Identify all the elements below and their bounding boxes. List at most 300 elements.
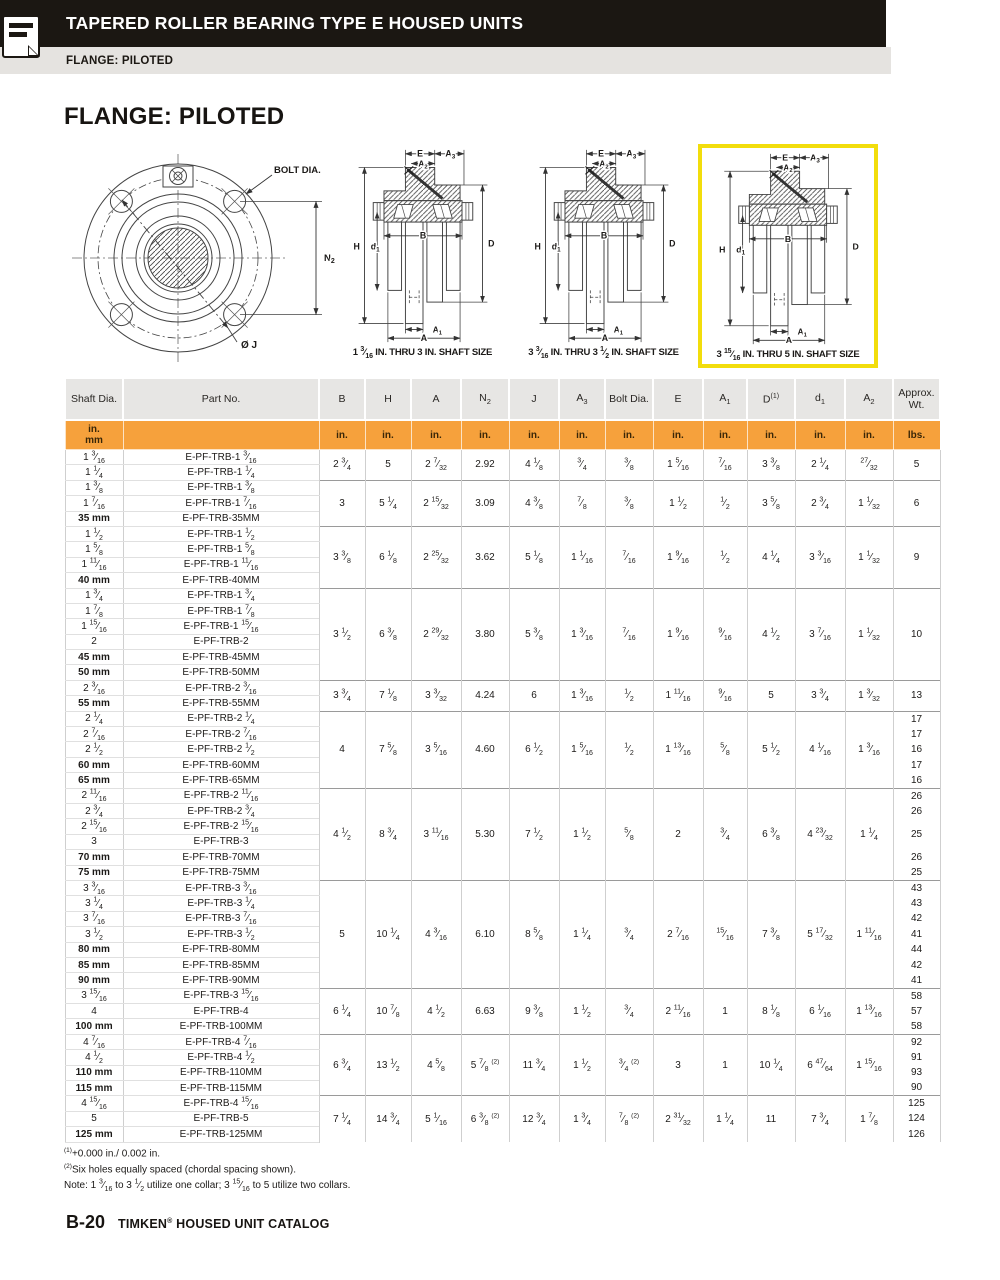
page-title: FLANGE: PILOTED [64, 103, 285, 130]
banner-title: TAPERED ROLLER BEARING TYPE E HOUSED UNITS [66, 13, 524, 33]
dimension-cell: 7 $^3⁄_8$ [747, 880, 795, 988]
drawing-caption-1: 1 $^3⁄_{16}$ IN. THRU 3 IN. SHAFT SIZE [352, 345, 493, 360]
shaft-dia-cell: 75 mm [65, 865, 123, 880]
part-no-cell: E-PF-TRB-1 $^7⁄_{16}$ [123, 496, 319, 511]
column-header-d-1-: $D^{(1)}$ [747, 378, 795, 420]
dimension-cell: 4 $^5⁄_8$ [411, 1034, 461, 1096]
dimension-cell: 7 $^1⁄_4$ [319, 1096, 365, 1142]
unit-cell-shaft: in. mm [65, 420, 123, 450]
table-row [65, 480, 940, 495]
weight-cell: 6 [893, 480, 940, 526]
shaft-dia-cell: 4 $^7⁄_{16}$ [65, 1034, 123, 1049]
weight-cell: 26 [893, 850, 940, 865]
part-no-cell: E-PF-TRB-45MM [123, 650, 319, 665]
svg-text:d1: $d_1$ [370, 241, 380, 254]
dimension-cell: $^7⁄_{16}$ [605, 526, 653, 588]
dimension-cell: 7 $^1⁄_2$ [509, 788, 559, 880]
part-no-cell: E-PF-TRB-80MM [123, 942, 319, 957]
dimension-cell: 4 $^1⁄_2$ [319, 788, 365, 880]
table-row [65, 450, 940, 465]
part-no-cell: E-PF-TRB-4 $^{15}⁄_{16}$ [123, 1096, 319, 1111]
dimension-cell: 2 $^1⁄_4$ [795, 450, 845, 481]
dimension-cell: 4 $^1⁄_8$ [509, 450, 559, 481]
unit-cell-lbs: lbs. [893, 420, 940, 450]
dimension-cell: 1 $^3⁄_{16}$ [845, 711, 893, 788]
part-no-cell: E-PF-TRB-5 [123, 1111, 319, 1126]
shaft-dia-cell: 3 $^{15}⁄_{16}$ [65, 988, 123, 1003]
dimension-cell: 5 $^1⁄_2$ [747, 711, 795, 788]
svg-text:E: E [782, 152, 789, 163]
shaft-dia-cell: 1 $^1⁄_4$ [65, 465, 123, 480]
dimension-cell: $^1⁄_2$ [703, 526, 747, 588]
shaft-dia-cell: 125 mm [65, 1127, 123, 1142]
svg-text:A2: $A_2$ [417, 158, 428, 171]
dimension-cell: $^7⁄_{16}$ [605, 588, 653, 680]
part-no-cell: E-PF-TRB-2 $^3⁄_4$ [123, 803, 319, 818]
weight-cell: 43 [893, 880, 940, 895]
shaft-dia-cell: 35 mm [65, 511, 123, 526]
dimension-cell: 1 $^{11}⁄_{16}$ [653, 680, 703, 711]
shaft-dia-cell: 5 [65, 1111, 123, 1126]
dimension-cell: $^5⁄_8$ [703, 711, 747, 788]
part-no-cell: E-PF-TRB-55MM [123, 696, 319, 711]
dimension-cell: 8 $^3⁄_4$ [365, 788, 411, 880]
svg-text:H: H [719, 244, 726, 255]
dimension-cell: $^1⁄_2$ [605, 711, 653, 788]
dimension-cell: 6 $^1⁄_{16}$ [795, 988, 845, 1034]
dimension-cell: 3 [653, 1034, 703, 1096]
unit-cell-in: in. [605, 420, 653, 450]
dimension-cell: 6 $^3⁄_4$ [319, 1034, 365, 1096]
shaft-dia-cell: 110 mm [65, 1065, 123, 1080]
column-header-a1: $A_1$ [703, 378, 747, 420]
part-no-cell: E-PF-TRB-35MM [123, 511, 319, 526]
dimension-cell: $^{27}⁄_{32}$ [845, 450, 893, 481]
unit-cell-in: in. [653, 420, 703, 450]
svg-text:A3: $A_3$ [810, 152, 820, 165]
part-no-cell: E-PF-TRB-65MM [123, 773, 319, 788]
table-row [65, 788, 940, 803]
shaft-dia-cell: 1 $^7⁄_8$ [65, 603, 123, 618]
weight-cell: 42 [893, 911, 940, 926]
part-no-cell: E-PF-TRB-2 [123, 634, 319, 649]
dimension-cell: 5 $^3⁄_8$ [509, 588, 559, 680]
dimension-cell: 3.80 [461, 588, 509, 680]
dimension-cell: 3 $^{11}⁄_{16}$ [411, 788, 461, 880]
dimension-cell: 1 $^1⁄_{16}$ [559, 526, 605, 588]
column-header-e: E [653, 378, 703, 420]
shaft-dia-cell: 2 [65, 634, 123, 649]
part-no-cell: E-PF-TRB-4 $^7⁄_{16}$ [123, 1034, 319, 1049]
footnote-1: $^{(1)}$+0.000 in./ 0.002 in. [64, 1147, 161, 1160]
dimension-cell: 6.63 [461, 988, 509, 1034]
dimension-cell: 10 $^1⁄_4$ [365, 880, 411, 988]
page-footer [66, 1212, 330, 1233]
dimension-cell: 5 $^{17}⁄_{32}$ [795, 880, 845, 988]
dimension-cell: $^9⁄_{16}$ [703, 588, 747, 680]
table-row [65, 588, 940, 603]
shaft-dia-cell: 1 $^{11}⁄_{16}$ [65, 557, 123, 572]
part-no-cell: E-PF-TRB-3 $^1⁄_2$ [123, 927, 319, 942]
table-body [65, 450, 940, 1143]
dimension-cell: 2 $^7⁄_{16}$ [653, 880, 703, 988]
part-no-cell: E-PF-TRB-1 $^1⁄_2$ [123, 526, 319, 541]
dimension-cell: 2 $^{25}⁄_{32}$ [411, 526, 461, 588]
dimension-cell: 3 $^7⁄_{16}$ [795, 588, 845, 680]
shaft-dia-cell: 1 $^1⁄_2$ [65, 526, 123, 541]
dimension-cell: 5 [365, 450, 411, 481]
part-no-cell: E-PF-TRB-3 [123, 834, 319, 849]
column-header-a: A [411, 378, 461, 420]
svg-text:d1: $d_1$ [551, 241, 561, 254]
footnote-2: $^{(2)}$Six holes equally spaced (chordal spacing shown). [64, 1162, 296, 1176]
table-row [65, 711, 940, 726]
part-no-cell: E-PF-TRB-60MM [123, 757, 319, 772]
dimension-cell: 12 $^3⁄_4$ [509, 1096, 559, 1142]
section-drawing-3-highlighted [698, 144, 878, 368]
column-header-shaft-dia-: Shaft Dia. [65, 378, 123, 420]
table-row [65, 1034, 940, 1049]
dimension-cell: 4 $^1⁄_{16}$ [795, 711, 845, 788]
shaft-dia-cell: 1 $^3⁄_4$ [65, 588, 123, 603]
column-header-h: H [365, 378, 411, 420]
unit-cell-in: in. [319, 420, 365, 450]
shaft-dia-cell: 45 mm [65, 650, 123, 665]
svg-text:A3: $A_3$ [625, 148, 636, 161]
column-header-d1: $d_1$ [795, 378, 845, 420]
weight-cell: 5 [893, 450, 940, 481]
shaft-dia-cell: 1 $^5⁄_8$ [65, 542, 123, 557]
shaft-dia-cell: 90 mm [65, 973, 123, 988]
dimension-cell: $^3⁄_4$ [605, 988, 653, 1034]
dimension-cell: $^1⁄_2$ [605, 680, 653, 711]
svg-text:A: A [785, 335, 793, 346]
dimension-cell: 4 $^1⁄_4$ [747, 526, 795, 588]
svg-text:H: H [533, 241, 541, 252]
dimension-cell: 1 $^1⁄_{32}$ [845, 526, 893, 588]
dimension-cell: 3 [319, 480, 365, 526]
dimension-cell: 2 $^{11}⁄_{16}$ [653, 988, 703, 1034]
weight-cell: 16 [893, 773, 940, 788]
part-no-cell: E-PF-TRB-1 $^3⁄_{16}$ [123, 450, 319, 465]
weight-cell: 17 [893, 711, 940, 726]
dimension-cell: 8 $^1⁄_8$ [747, 988, 795, 1034]
part-no-cell: E-PF-TRB-2 $^{11}⁄_{16}$ [123, 788, 319, 803]
weight-cell: 125 [893, 1096, 940, 1111]
column-header-a3: $A_3$ [559, 378, 605, 420]
dimension-cell: 4 [319, 711, 365, 788]
dimension-cell: 11 [747, 1096, 795, 1142]
dimension-cell: $^7⁄_8$ [559, 480, 605, 526]
table-row [65, 680, 940, 695]
svg-text:BOLT DIA.: BOLT DIA. [274, 165, 321, 176]
weight-cell: 126 [893, 1127, 940, 1142]
shaft-dia-cell: 3 $^1⁄_4$ [65, 896, 123, 911]
part-no-cell: E-PF-TRB-1 $^{11}⁄_{16}$ [123, 557, 319, 572]
shaft-dia-cell: 4 $^{15}⁄_{16}$ [65, 1096, 123, 1111]
dimension-cell: 6 $^1⁄_2$ [509, 711, 559, 788]
dimension-cell: 4 $^1⁄_2$ [747, 588, 795, 680]
part-no-cell: E-PF-TRB-110MM [123, 1065, 319, 1080]
weight-cell: 17 [893, 757, 940, 772]
part-no-cell: E-PF-TRB-3 $^{15}⁄_{16}$ [123, 988, 319, 1003]
part-no-cell: E-PF-TRB-1 $^{15}⁄_{16}$ [123, 619, 319, 634]
svg-text:A: A [601, 333, 608, 344]
shaft-dia-cell: 115 mm [65, 1081, 123, 1096]
dimension-cell: 3 $^5⁄_8$ [747, 480, 795, 526]
part-no-cell: E-PF-TRB-90MM [123, 973, 319, 988]
dimension-cell: 1 $^3⁄_4$ [559, 1096, 605, 1142]
dimension-cell: 1 $^9⁄_{16}$ [653, 526, 703, 588]
dimension-cell: 7 $^1⁄_8$ [365, 680, 411, 711]
table-row [65, 988, 940, 1003]
dimension-cell: 8 $^5⁄_8$ [509, 880, 559, 988]
weight-cell: 43 [893, 896, 940, 911]
shaft-dia-cell: 1 $^7⁄_{16}$ [65, 496, 123, 511]
dimension-cell: $^3⁄_4$ [605, 880, 653, 988]
dimension-cell: 5 $^7⁄_8$ $^{(2)}$ [461, 1034, 509, 1096]
shaft-dia-cell: 3 $^1⁄_2$ [65, 927, 123, 942]
part-no-cell: E-PF-TRB-3 $^1⁄_4$ [123, 896, 319, 911]
dimension-cell: 5 $^1⁄_4$ [365, 480, 411, 526]
shaft-dia-cell: 2 $^3⁄_{16}$ [65, 680, 123, 695]
shaft-dia-cell: 2 $^{11}⁄_{16}$ [65, 788, 123, 803]
weight-cell: 58 [893, 1019, 940, 1034]
shaft-dia-cell: 3 $^7⁄_{16}$ [65, 911, 123, 926]
dimension-cell: 3 $^1⁄_2$ [319, 588, 365, 680]
shaft-dia-cell: 40 mm [65, 573, 123, 588]
part-no-cell: E-PF-TRB-4 [123, 1004, 319, 1019]
dimension-cell: 1 $^{15}⁄_{16}$ [845, 1034, 893, 1096]
part-no-cell: E-PF-TRB-75MM [123, 865, 319, 880]
dimension-cell: 11 $^3⁄_4$ [509, 1034, 559, 1096]
weight-cell: 17 [893, 727, 940, 742]
dimension-cell: 5 $^1⁄_8$ [509, 526, 559, 588]
part-no-cell: E-PF-TRB-3 $^7⁄_{16}$ [123, 911, 319, 926]
svg-text:A: A [420, 333, 427, 344]
unit-cell-blank [123, 420, 319, 450]
shaft-dia-cell: 50 mm [65, 665, 123, 680]
dimension-cell: $^7⁄_8$ $^{(2)}$ [605, 1096, 653, 1142]
weight-cell: 26 [893, 788, 940, 803]
dimension-cell: 3 $^3⁄_4$ [319, 680, 365, 711]
dimension-cell: $^9⁄_{16}$ [703, 680, 747, 711]
dimension-cell: 3 $^3⁄_8$ [747, 450, 795, 481]
unit-cell-in: in. [703, 420, 747, 450]
section-drawing-1 [340, 146, 505, 358]
drawing-caption-3: 3 $^{15}⁄_{16}$ IN. THRU 5 IN. SHAFT SIZE [716, 347, 860, 362]
dimension-cell: 2.92 [461, 450, 509, 481]
shaft-dia-cell: 2 $^1⁄_4$ [65, 711, 123, 726]
part-no-cell: E-PF-TRB-1 $^7⁄_8$ [123, 603, 319, 618]
svg-text:B: B [600, 230, 607, 241]
dimension-cell: 9 $^3⁄_8$ [509, 988, 559, 1034]
dimension-cell: $^5⁄_8$ [605, 788, 653, 880]
part-no-cell: E-PF-TRB-100MM [123, 1019, 319, 1034]
top-banner [0, 0, 886, 47]
shaft-dia-cell: 1 $^{15}⁄_{16}$ [65, 619, 123, 634]
dimension-cell: 10 $^7⁄_8$ [365, 988, 411, 1034]
shaft-dia-cell: 55 mm [65, 696, 123, 711]
dimension-cell: $^7⁄_{16}$ [703, 450, 747, 481]
unit-cell-in: in. [747, 420, 795, 450]
shaft-dia-cell: 1 $^3⁄_{16}$ [65, 450, 123, 465]
weight-cell: 25 [893, 819, 940, 850]
column-header-j: J [509, 378, 559, 420]
dimension-cell: 7 $^5⁄_8$ [365, 711, 411, 788]
shaft-dia-cell: 2 $^7⁄_{16}$ [65, 727, 123, 742]
table-row [65, 1096, 940, 1111]
dimension-cell: 2 [653, 788, 703, 880]
dimension-cell: $^3⁄_4$ [703, 788, 747, 880]
part-no-cell: E-PF-TRB-3 $^3⁄_{16}$ [123, 880, 319, 895]
column-header-bolt-dia-: Bolt Dia. [605, 378, 653, 420]
svg-text:D: D [668, 238, 675, 249]
dimension-cell: 2 $^{15}⁄_{32}$ [411, 480, 461, 526]
dimension-cell: $^3⁄_4$ [559, 450, 605, 481]
svg-text:B: B [784, 233, 792, 244]
dimension-cell: 1 [703, 988, 747, 1034]
dimension-cell: 2 $^3⁄_4$ [795, 480, 845, 526]
dimension-cell: 1 $^1⁄_2$ [559, 988, 605, 1034]
dimension-cell: 5.30 [461, 788, 509, 880]
unit-cell-in: in. [365, 420, 411, 450]
unit-cell-in: in. [411, 420, 461, 450]
shaft-dia-cell: 60 mm [65, 757, 123, 772]
unit-cell-in: in. [509, 420, 559, 450]
svg-text:B: B [419, 230, 426, 241]
unit-cell-in: in. [845, 420, 893, 450]
dimension-cell: 2 $^3⁄_4$ [319, 450, 365, 481]
weight-cell: 92 [893, 1034, 940, 1049]
section-drawing-2 [516, 146, 691, 358]
shaft-dia-cell: 2 $^3⁄_4$ [65, 803, 123, 818]
weight-cell: 57 [893, 1004, 940, 1019]
dimension-cell: 1 $^3⁄_{32}$ [845, 680, 893, 711]
unit-cell-in: in. [461, 420, 509, 450]
dimension-cell: 4 $^1⁄_2$ [411, 988, 461, 1034]
weight-cell: 42 [893, 957, 940, 972]
shaft-dia-cell: 2 $^1⁄_2$ [65, 742, 123, 757]
dimension-cell: 1 $^1⁄_4$ [559, 880, 605, 988]
shaft-dia-cell: 4 [65, 1004, 123, 1019]
weight-cell: 93 [893, 1065, 940, 1080]
unit-cell-in: in. [559, 420, 605, 450]
dimension-cell: $^3⁄_8$ [605, 480, 653, 526]
dimension-cell: 6 $^1⁄_8$ [365, 526, 411, 588]
dimension-cell: 1 $^3⁄_{16}$ [559, 588, 605, 680]
svg-text:E: E [416, 148, 423, 159]
part-no-cell: E-PF-TRB-4 $^1⁄_2$ [123, 1050, 319, 1065]
shaft-dia-cell: 3 $^3⁄_{16}$ [65, 880, 123, 895]
weight-cell: 25 [893, 865, 940, 880]
dimension-cell: 1 $^5⁄_{16}$ [653, 450, 703, 481]
collar-note: Note: 1 $^3⁄_{16}$ to 3 $^1⁄_2$ utilize one collar; 3 $^{15}⁄_{16}$ to 5 utilize two collars. [64, 1178, 351, 1193]
dimension-cell: 2 $^7⁄_{32}$ [411, 450, 461, 481]
shaft-dia-cell: 100 mm [65, 1019, 123, 1034]
dimension-cell: 1 [703, 1034, 747, 1096]
dimension-cell: 1 $^1⁄_4$ [703, 1096, 747, 1142]
section-bar-label: FLANGE: PILOTED [66, 54, 174, 67]
column-header-b: B [319, 378, 365, 420]
svg-text:D: D [852, 241, 859, 252]
dimension-cell: 4.60 [461, 711, 509, 788]
drawing-caption-2: 3 $^3⁄_{16}$ IN. THRU 3 $^1⁄_2$ IN. SHAFT SIZE [528, 345, 679, 360]
dimension-cell: 1 $^9⁄_{16}$ [653, 588, 703, 680]
page-number: B-20 [66, 1212, 106, 1232]
dimension-cell: 5 [319, 880, 365, 988]
part-no-cell: E-PF-TRB-1 $^3⁄_8$ [123, 480, 319, 495]
svg-text:A2: $A_2$ [598, 158, 609, 171]
part-no-cell: E-PF-TRB-125MM [123, 1127, 319, 1142]
dimension-cell: 5 $^1⁄_{16}$ [411, 1096, 461, 1142]
weight-cell: 10 [893, 588, 940, 680]
shaft-dia-cell: 4 $^1⁄_2$ [65, 1050, 123, 1065]
dimension-cell: 4 $^3⁄_{16}$ [411, 880, 461, 988]
shaft-dia-cell: 1 $^3⁄_8$ [65, 480, 123, 495]
dimensions-table [64, 377, 941, 1143]
svg-text:A2: $A_2$ [783, 163, 793, 175]
part-no-cell: E-PF-TRB-85MM [123, 957, 319, 972]
svg-text:N2: $N_2$ [324, 253, 335, 265]
section-bar [0, 47, 891, 74]
svg-text:A1: $A_1$ [613, 324, 623, 337]
svg-text:Ø J: Ø J [241, 340, 258, 351]
part-no-cell: E-PF-TRB-2 $^{15}⁄_{16}$ [123, 819, 319, 834]
dimension-cell: 6 $^3⁄_8$ [747, 788, 795, 880]
dimension-cell: 1 $^1⁄_{32}$ [845, 588, 893, 680]
svg-text:A1: $A_1$ [797, 327, 807, 339]
dimension-cell: 3.62 [461, 526, 509, 588]
dimension-cell: 4 $^3⁄_8$ [509, 480, 559, 526]
dimension-cell: 14 $^3⁄_4$ [365, 1096, 411, 1142]
svg-text:A3: $A_3$ [444, 148, 455, 161]
svg-text:H: H [352, 241, 360, 252]
dimension-cell: 1 $^1⁄_4$ [845, 788, 893, 880]
part-no-cell: E-PF-TRB-70MM [123, 850, 319, 865]
dimension-cell: 6 $^1⁄_4$ [319, 988, 365, 1034]
dimension-cell: 1 $^1⁄_2$ [559, 788, 605, 880]
dimension-cell: 3 $^3⁄_{32}$ [411, 680, 461, 711]
dimension-cell: 7 $^3⁄_4$ [795, 1096, 845, 1142]
dimension-cell: 1 $^3⁄_{16}$ [559, 680, 605, 711]
part-no-cell: E-PF-TRB-2 $^7⁄_{16}$ [123, 727, 319, 742]
dimension-cell: 1 $^{13}⁄_{16}$ [653, 711, 703, 788]
dimension-cell: $^3⁄_8$ [605, 450, 653, 481]
weight-cell: 90 [893, 1081, 940, 1096]
column-header-a2: $A_2$ [845, 378, 893, 420]
dimension-cell: $^{15}⁄_{16}$ [703, 880, 747, 988]
part-no-cell: E-PF-TRB-1 $^1⁄_4$ [123, 465, 319, 480]
unit-cell-in: in. [795, 420, 845, 450]
shaft-dia-cell: 80 mm [65, 942, 123, 957]
weight-cell: 41 [893, 973, 940, 988]
shaft-dia-cell: 3 [65, 834, 123, 849]
dimension-cell: 1 $^7⁄_8$ [845, 1096, 893, 1142]
shaft-dia-cell: 70 mm [65, 850, 123, 865]
dimension-cell: 1 $^{11}⁄_{16}$ [845, 880, 893, 988]
dimension-cell: 4 $^{23}⁄_{32}$ [795, 788, 845, 880]
part-no-cell: E-PF-TRB-1 $^5⁄_8$ [123, 542, 319, 557]
weight-cell: 58 [893, 988, 940, 1003]
dimension-cell: 1 $^{13}⁄_{16}$ [845, 988, 893, 1034]
part-no-cell: E-PF-TRB-1 $^3⁄_4$ [123, 588, 319, 603]
dimension-cell: 1 $^1⁄_2$ [559, 1034, 605, 1096]
dimension-cell: 13 $^1⁄_2$ [365, 1034, 411, 1096]
part-no-cell: E-PF-TRB-40MM [123, 573, 319, 588]
dimension-cell: $^1⁄_2$ [703, 480, 747, 526]
weight-cell: 44 [893, 942, 940, 957]
